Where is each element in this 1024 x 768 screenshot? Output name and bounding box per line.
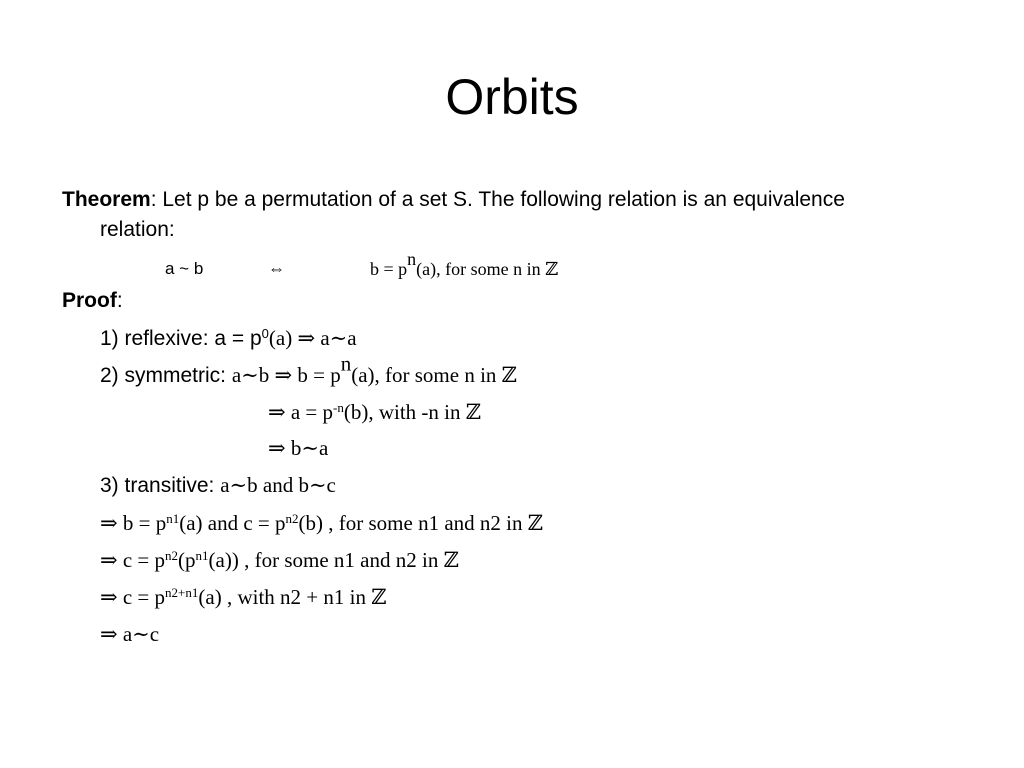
theorem-line <box>62 185 845 215</box>
theorem-continuation: relation: <box>100 218 175 241</box>
transitive-2-s1: n2 <box>165 547 179 563</box>
reflexive-sup: 0 <box>261 325 269 341</box>
transitive-2-p3: (a)) , for some n1 and n2 in ℤ <box>208 548 459 572</box>
symmetric-sup: n <box>340 351 352 376</box>
symmetric-line <box>100 351 517 391</box>
transitive-step-4: ⇒ a∼c <box>100 622 160 646</box>
iff-symbol: ⇔ <box>268 259 285 278</box>
relation-lhs: a ~ b <box>165 259 204 278</box>
symmetric-text: 2) symmetric: <box>100 364 232 387</box>
symmetric-step-2 <box>268 397 481 427</box>
theorem-colon: : <box>150 188 157 211</box>
transitive-line <box>100 470 336 501</box>
transitive-3-s1: n2+n1 <box>165 584 199 600</box>
transitive-math: a∼b and b∼c <box>220 473 336 497</box>
transitive-text: 3) transitive: <box>100 474 221 497</box>
transitive-1-p3: (b) , for some n1 and n2 in ℤ <box>298 511 544 535</box>
proof-colon: : <box>116 289 123 312</box>
reflexive-line <box>100 323 357 354</box>
transitive-step-1 <box>100 508 543 538</box>
symmetric-math-post: (a), for some n in ℤ <box>351 363 517 387</box>
symmetric-2-sup: -n <box>333 399 344 415</box>
proof-label: Proof <box>62 289 117 312</box>
transitive-2-p1: ⇒ c = p <box>100 548 166 572</box>
transitive-2-s2: n1 <box>195 547 209 563</box>
proof-line <box>62 286 123 316</box>
transitive-3-p2: (a) , with n2 + n1 in ℤ <box>198 585 387 609</box>
transitive-step-3 <box>100 582 387 612</box>
theorem-label: Theorem <box>62 188 151 211</box>
transitive-1-p2: (a) and c = p <box>179 511 286 535</box>
symmetric-2-post: (b), with -n in ℤ <box>343 400 482 424</box>
relation-rhs-post: (a), for some n in ℤ <box>416 259 559 279</box>
transitive-1-s1: n1 <box>166 510 180 526</box>
relation-rhs <box>370 249 559 285</box>
transitive-step-2 <box>100 545 459 575</box>
reflexive-text: 1) reflexive: a = p <box>100 327 262 350</box>
transitive-1-p1: ⇒ b = p <box>100 511 167 535</box>
symmetric-step-3: ⇒ b∼a <box>268 436 329 460</box>
symmetric-2-pre: ⇒ a = p <box>268 400 334 424</box>
slide-title: Orbits <box>445 69 579 125</box>
transitive-3-p1: ⇒ c = p <box>100 585 166 609</box>
transitive-2-p2: (p <box>178 548 196 572</box>
relation-rhs-sup: n <box>407 249 417 270</box>
reflexive-math: (a) ⇒ a∼a <box>268 326 357 350</box>
symmetric-math-pre: a∼b ⇒ b = p <box>231 363 341 387</box>
theorem-text: Let p be a permutation of a set S. The following relation is an equivalence <box>156 188 845 211</box>
transitive-1-s2: n2 <box>285 510 299 526</box>
relation-rhs-pre: b = p <box>370 259 408 279</box>
